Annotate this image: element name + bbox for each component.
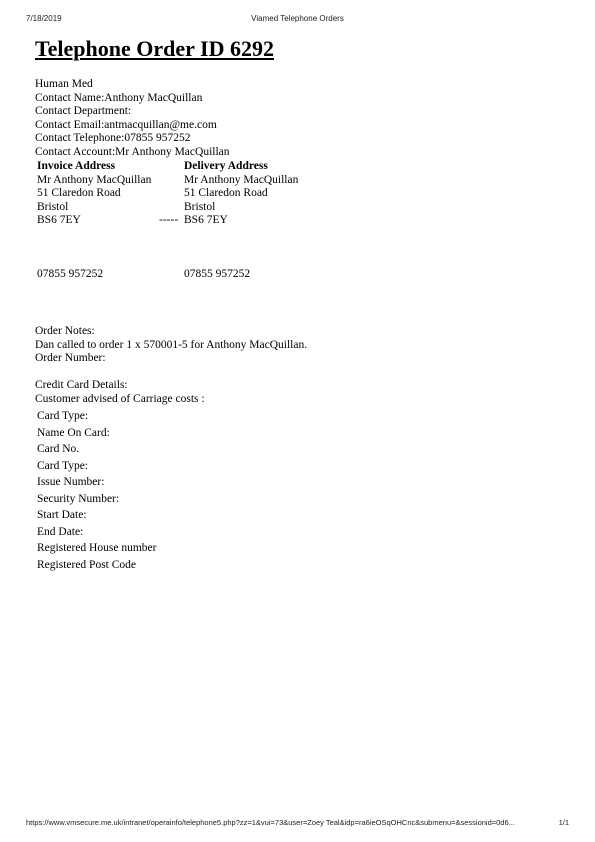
card-type-label: Card Type: [37, 410, 89, 422]
contact-email: Contact Email:antmacquillan@me.com [35, 118, 217, 131]
print-date: 7/18/2019 [26, 14, 62, 23]
invoice-address-name: Mr Anthony MacQuillan [37, 173, 152, 186]
invoice-address-street: 51 Claredon Road [37, 187, 121, 199]
start-date-label: Start Date: [37, 509, 87, 521]
invoice-address-city: Bristol [37, 200, 69, 213]
order-number-label: Order Number: [35, 352, 106, 364]
registered-house-number-label: Registered House number [37, 542, 157, 554]
credit-card-fields [37, 408, 156, 573]
delivery-phone: 07855 957252 [184, 268, 251, 280]
delivery-address-street: 51 Claredon Road [184, 187, 268, 199]
credit-card-heading: Credit Card Details: [35, 379, 128, 391]
invoice-phone: 07855 957252 [37, 268, 104, 280]
print-page-count: 1/1 [558, 818, 569, 827]
contact-name: Contact Name:Anthony MacQuillan [35, 91, 203, 104]
issue-number-label: Issue Number: [37, 476, 105, 488]
order-notes-text: Dan called to order 1 x 570001-5 for Anthony MacQuillan. [35, 338, 308, 351]
company-name: Human Med [35, 78, 93, 90]
contact-department: Contact Department: [35, 105, 132, 117]
delivery-address-heading: Delivery Address [184, 160, 268, 172]
card-type-label-2: Card Type: [37, 459, 89, 472]
delivery-address-name: Mr Anthony MacQuillan [184, 173, 299, 186]
delivery-address [184, 160, 344, 228]
print-page-title: Viamed Telephone Orders [251, 14, 344, 23]
delivery-address-postcode: BS6 7EY [184, 214, 228, 226]
contact-telephone: Contact Telephone:07855 957252 [35, 132, 191, 144]
print-url: https://www.vmsecure.me.uk/intranet/operainfo/telephone5.php?zz=1&vui=73&user=Zoey Teal&idp=ra6ieOSqOHCnc&submenu=&sessionid=0d6... [26, 818, 515, 827]
invoice-address-postcode: BS6 7EY [37, 214, 81, 226]
order-notes-label: Order Notes: [35, 325, 95, 337]
order-notes [35, 325, 307, 366]
card-number-label: Card No. [37, 443, 80, 455]
contact-account: Contact Account:Mr Anthony MacQuillan [35, 145, 230, 158]
page-title: Telephone Order ID 6292 [35, 36, 274, 61]
address-separator: ----- [159, 214, 179, 226]
carriage-costs-line: Customer advised of Carriage costs : [35, 392, 205, 405]
name-on-card-label: Name On Card: [37, 426, 110, 439]
contact-details [35, 78, 230, 159]
invoice-address-heading: Invoice Address [37, 160, 116, 172]
security-number-label: Security Number: [37, 492, 120, 505]
delivery-address-city: Bristol [184, 200, 216, 213]
registered-post-code-label: Registered Post Code [37, 558, 137, 571]
credit-card-section [35, 379, 205, 406]
end-date-label: End Date: [37, 525, 84, 538]
